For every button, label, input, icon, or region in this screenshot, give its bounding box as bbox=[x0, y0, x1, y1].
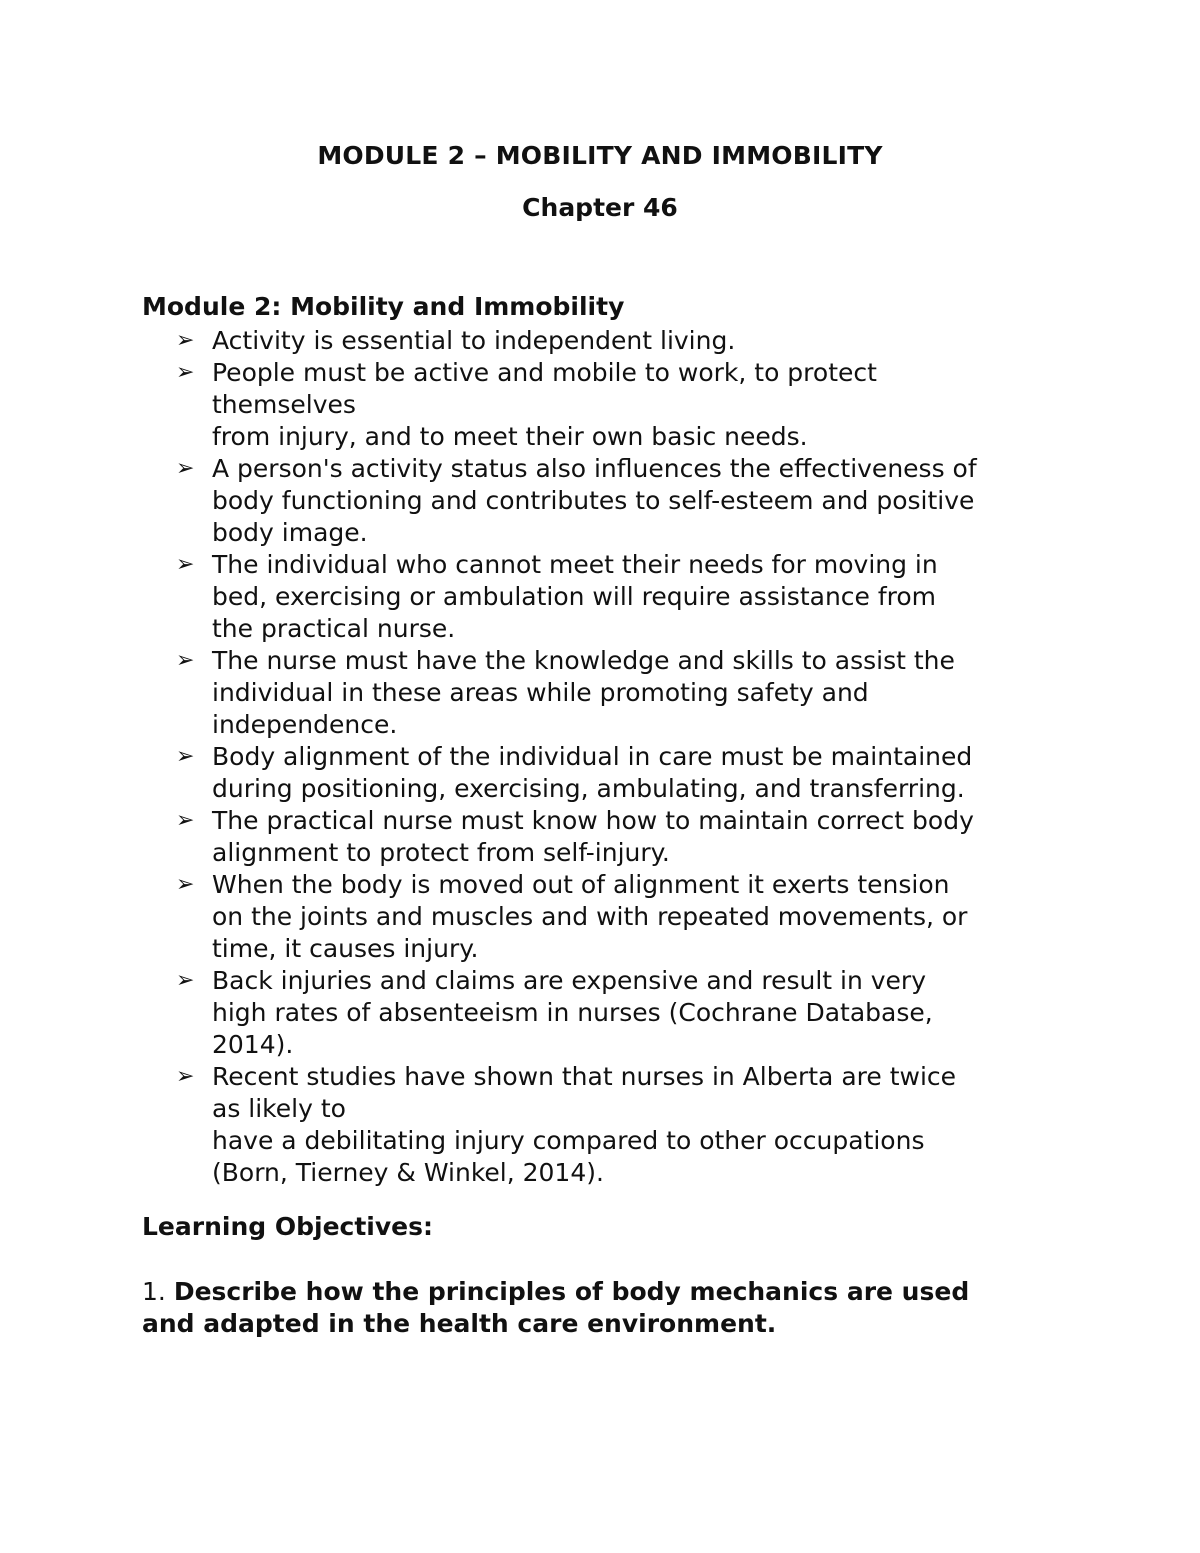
arrow-bullet-icon: ➢ bbox=[176, 1064, 195, 1089]
bullet-text-line: from injury, and to meet their own basic needs. bbox=[212, 422, 808, 451]
bullet-text-line: Recent studies have shown that nurses in Alberta are twice bbox=[212, 1062, 957, 1091]
arrow-bullet-icon: ➢ bbox=[176, 328, 195, 353]
bullet-text-line: body image. bbox=[212, 518, 368, 547]
bullet-item bbox=[142, 805, 1062, 869]
bullet-text-line: themselves bbox=[212, 390, 356, 419]
objective-text-line-1: Describe how the principles of body mechanics are used bbox=[173, 1277, 970, 1306]
bullet-item bbox=[142, 965, 1062, 1061]
bullet-item bbox=[142, 1061, 1062, 1189]
bullet-text-line: The individual who cannot meet their needs for moving in bbox=[212, 550, 938, 579]
bullet-text-line: When the body is moved out of alignment it exerts tension bbox=[212, 870, 950, 899]
bullet-text-line: individual in these areas while promoting safety and bbox=[212, 678, 869, 707]
bullet-list bbox=[142, 325, 1062, 1189]
arrow-bullet-icon: ➢ bbox=[176, 456, 195, 481]
bullet-text-line: A person's activity status also influences the effectiveness of bbox=[212, 454, 977, 483]
bullet-text-line: bed, exercising or ambulation will require assistance from bbox=[212, 582, 937, 611]
bullet-text-line: (Born, Tierney & Winkel, 2014). bbox=[212, 1158, 604, 1187]
bullet-text-line: Body alignment of the individual in care must be maintained bbox=[212, 742, 973, 771]
bullet-text-line: independence. bbox=[212, 710, 398, 739]
arrow-bullet-icon: ➢ bbox=[176, 872, 195, 897]
bullet-text-line: People must be active and mobile to work, to protect bbox=[212, 358, 877, 387]
bullet-item bbox=[142, 549, 1062, 645]
bullet-text-line: The practical nurse must know how to maintain correct body bbox=[212, 806, 974, 835]
bullet-text-line: as likely to bbox=[212, 1094, 346, 1123]
bullet-item bbox=[142, 325, 1062, 357]
bullet-item bbox=[142, 357, 1062, 453]
bullet-text-line: during positioning, exercising, ambulating, and transferring. bbox=[212, 774, 965, 803]
arrow-bullet-icon: ➢ bbox=[176, 808, 195, 833]
bullet-item bbox=[142, 741, 1062, 805]
bullet-item bbox=[142, 645, 1062, 741]
bullet-text-line: body functioning and contributes to self-esteem and positive bbox=[212, 486, 975, 515]
bullet-text-line: have a debilitating injury compared to other occupations bbox=[212, 1126, 925, 1155]
arrow-bullet-icon: ➢ bbox=[176, 552, 195, 577]
arrow-bullet-icon: ➢ bbox=[176, 360, 195, 385]
bullet-text-line: high rates of absenteeism in nurses (Cochrane Database, bbox=[212, 998, 933, 1027]
bullet-text-line: Back injuries and claims are expensive and result in very bbox=[212, 966, 927, 995]
bullet-text-line: Activity is essential to independent living. bbox=[212, 326, 736, 355]
objective-number: 1. bbox=[142, 1277, 166, 1306]
objective-text-line-2: and adapted in the health care environment. bbox=[142, 1309, 777, 1338]
bullet-item bbox=[142, 869, 1062, 965]
bullet-text-line: on the joints and muscles and with repeated movements, or bbox=[212, 902, 968, 931]
bullet-text-line: the practical nurse. bbox=[212, 614, 456, 643]
bullet-text-line: alignment to protect from self-injury. bbox=[212, 838, 670, 867]
arrow-bullet-icon: ➢ bbox=[176, 744, 195, 769]
arrow-bullet-icon: ➢ bbox=[176, 648, 195, 673]
learning-objectives-heading: Learning Objectives: bbox=[142, 1212, 433, 1241]
bullet-text-line: 2014). bbox=[212, 1030, 294, 1059]
document-title: MODULE 2 – MOBILITY AND IMMOBILITY bbox=[317, 141, 883, 170]
objective-item bbox=[142, 1276, 1072, 1340]
bullet-text-line: time, it causes injury. bbox=[212, 934, 479, 963]
objective-line-1 bbox=[142, 1276, 1072, 1308]
arrow-bullet-icon: ➢ bbox=[176, 968, 195, 993]
chapter-subtitle: Chapter 46 bbox=[522, 193, 678, 222]
section-heading: Module 2: Mobility and Immobility bbox=[142, 292, 625, 321]
bullet-text-line: The nurse must have the knowledge and skills to assist the bbox=[212, 646, 955, 675]
bullet-item bbox=[142, 453, 1062, 549]
